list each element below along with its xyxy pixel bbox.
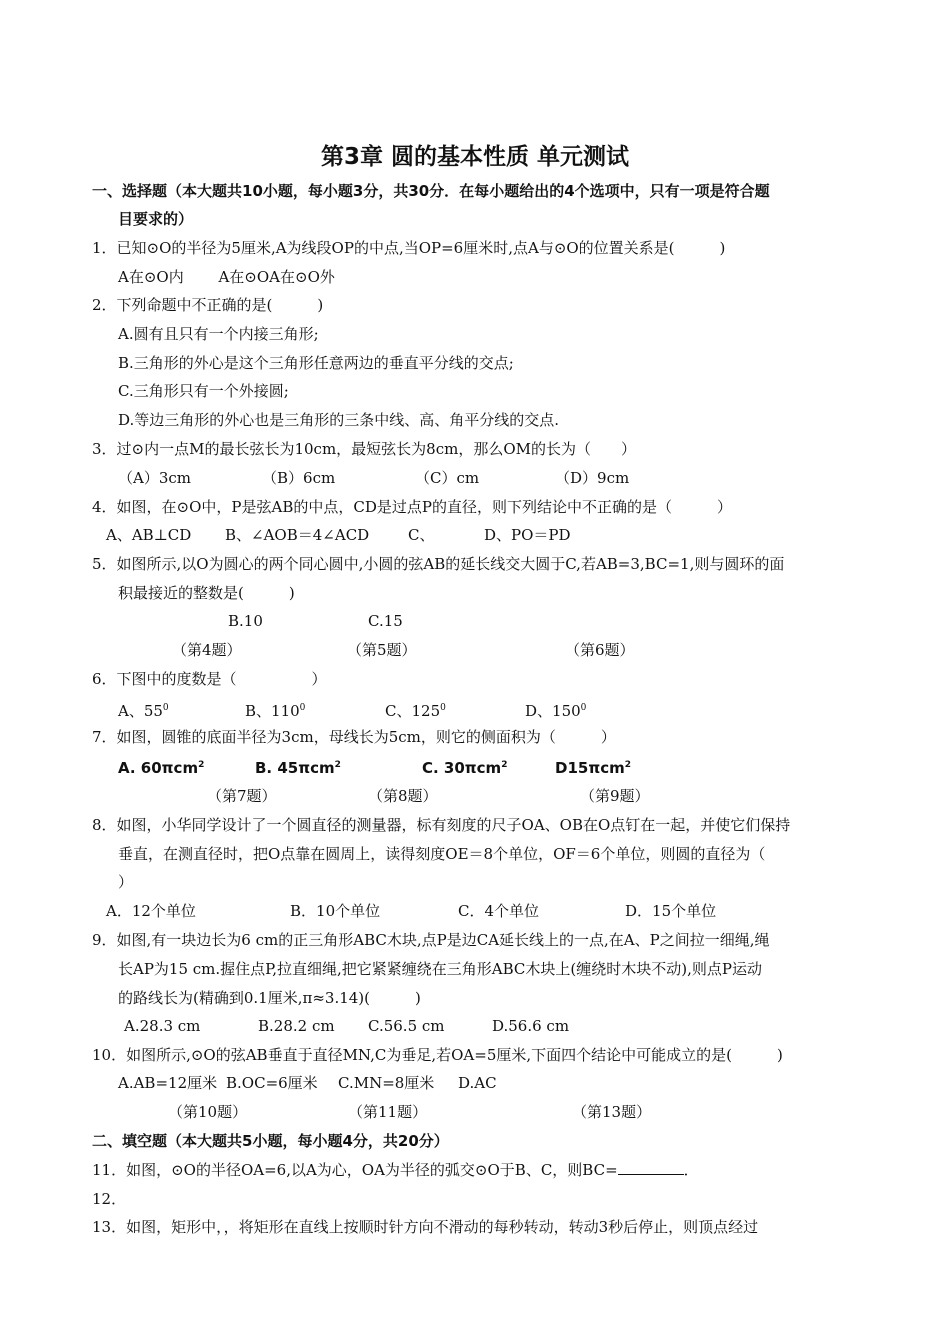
page-title: 第3章 圆的基本性质 单元测试 bbox=[320, 144, 630, 170]
figure-caption-4: （第4题） bbox=[172, 641, 242, 659]
question-9-cont: 长AP为15 cm.握住点P,拉直细绳,把它紧紧缠绕在三角形ABC木块上(缠绕时木块不动),则点P运动 bbox=[118, 960, 762, 978]
question-3-option-a: （A）3cm bbox=[118, 469, 192, 487]
question-7-option-a bbox=[118, 755, 204, 778]
question-9-cont-2: 的路线长为(精确到0.1厘米,π≈3.14)( ) bbox=[118, 989, 421, 1007]
question-6-option-a-text: A、55 bbox=[118, 702, 163, 720]
square-superscript: 2 bbox=[501, 760, 508, 770]
question-13: 13．如图，矩形中，，将矩形在直线上按顺时针方向不滑动的每秒转动，转动3秒后停止，则顶点经过 bbox=[92, 1218, 759, 1236]
question-2: 2．下列命题中不正确的是( ) bbox=[92, 296, 324, 314]
section-heading-choice: 一、选择题（本大题共10小题，每小题3分，共30分．在每小题给出的4个选项中，只有一项是符合题 bbox=[92, 182, 770, 200]
question-7-option-c bbox=[422, 755, 507, 778]
question-10-option-a: A.AB=12厘米 bbox=[118, 1074, 218, 1092]
question-11 bbox=[92, 1160, 699, 1180]
question-8: 8．如图，小华同学设计了一个圆直径的测量器，标有刻度的尺子OA、OB在O点钉在一起，并使它们保持 bbox=[92, 816, 791, 834]
question-8-option-a: A．12个单位 bbox=[106, 902, 196, 920]
question-7-option-d bbox=[555, 755, 631, 778]
question-4-option-d: D、PO＝PD bbox=[484, 526, 571, 544]
question-9-option-d: D.56.6 cm bbox=[492, 1017, 570, 1035]
question-2-option-a: A.圆有且只有一个内接三角形; bbox=[118, 325, 319, 343]
question-5-option-b: B.10 bbox=[228, 612, 263, 630]
section-heading-choice-cont: 目要求的） bbox=[118, 210, 194, 228]
question-3-option-b: （B）6cm bbox=[262, 469, 336, 487]
question-5: 5．如图所示,以O为圆心的两个同心圆中,小圆的弦AB的延长线交大圆于C,若AB=3,BC=1,则与圆环的面 bbox=[92, 555, 785, 573]
question-7-option-d-text: D15πcm bbox=[555, 759, 625, 777]
question-3: 3．过⊙内一点M的最长弦长为10cm，最短弦长为8cm，那么OM的长为（ ） bbox=[92, 440, 637, 458]
question-3-option-c: （C）cm bbox=[415, 469, 480, 487]
question-5-cont: 积最接近的整数是( ) bbox=[118, 584, 295, 602]
square-superscript: 2 bbox=[334, 760, 341, 770]
question-10-option-b: B.OC=6厘米 bbox=[226, 1074, 318, 1092]
degree-superscript: 0 bbox=[299, 703, 306, 713]
question-6-option-d bbox=[525, 698, 586, 721]
question-2-option-b: B.三角形的外心是这个三角形任意两边的垂直平分线的交点; bbox=[118, 354, 514, 372]
question-10-option-c: C.MN=8厘米 bbox=[338, 1074, 435, 1092]
question-4: 4．如图，在⊙O中，P是弦AB的中点，CD是过点P的直径，则下列结论中不正确的是（ ） bbox=[92, 498, 732, 516]
degree-superscript: 0 bbox=[440, 703, 446, 713]
square-superscript: 2 bbox=[198, 760, 205, 770]
figure-caption-8: （第8题） bbox=[368, 787, 438, 805]
question-6-option-b bbox=[245, 698, 305, 721]
question-9-option-a: A.28.3 cm bbox=[124, 1017, 201, 1035]
question-4-option-b: B、∠AOB＝4∠ACD bbox=[225, 526, 370, 544]
question-7-option-b bbox=[255, 755, 341, 778]
question-7-option-c-text: C. 30πcm bbox=[422, 759, 502, 777]
question-6-option-b-text: B、110 bbox=[245, 702, 300, 720]
degree-superscript: 0 bbox=[162, 703, 169, 713]
question-11-end: ． bbox=[683, 1161, 699, 1179]
question-6-option-c bbox=[385, 698, 446, 721]
question-9-option-b: B.28.2 cm bbox=[258, 1017, 335, 1035]
question-2-option-c: C.三角形只有一个外接圆; bbox=[118, 382, 289, 400]
figure-caption-9: （第9题） bbox=[580, 787, 650, 805]
question-9-option-c: C.56.5 cm bbox=[368, 1017, 445, 1035]
answer-blank bbox=[618, 1160, 684, 1175]
question-1-options: A在⊙O内 A在⊙OA在⊙O外 bbox=[118, 268, 335, 286]
question-10-option-d: D.AC bbox=[458, 1074, 497, 1092]
question-6-option-a bbox=[118, 698, 169, 721]
question-6-option-c-text: C、125 bbox=[385, 702, 441, 720]
degree-superscript: 0 bbox=[580, 703, 587, 713]
question-11-text: 11．如图，⊙O的半径OA=6,以A为心，OA为半径的弧交⊙O于B、C，则BC= bbox=[92, 1161, 618, 1179]
question-8-option-d: D．15个单位 bbox=[625, 902, 717, 920]
question-5-option-c: C.15 bbox=[368, 612, 403, 630]
question-2-option-d: D.等边三角形的外心也是三角形的三条中线、高、角平分线的交点. bbox=[118, 411, 560, 429]
question-4-option-a: A、AB⊥CD bbox=[106, 526, 192, 544]
figure-caption-13: （第13题） bbox=[572, 1103, 652, 1121]
section-heading-fill: 二、填空题（本大题共5小题，每小题4分，共20分） bbox=[92, 1132, 449, 1150]
figure-caption-7: （第7题） bbox=[207, 787, 277, 805]
question-7: 7．如图，圆锥的底面半径为3cm，母线长为5cm，则它的侧面积为（ ） bbox=[92, 728, 616, 746]
question-4-option-c: C、 bbox=[408, 526, 435, 544]
question-6: 6．下图中的度数是（ ） bbox=[92, 670, 327, 688]
figure-caption-5: （第5题） bbox=[347, 641, 417, 659]
square-superscript: 2 bbox=[624, 760, 631, 770]
question-6-option-d-text: D、150 bbox=[525, 702, 581, 720]
question-10: 10．如图所示,⊙O的弦AB垂直于直径MN,C为垂足,若OA=5厘米,下面四个结论中可能成立的是( ) bbox=[92, 1046, 783, 1064]
question-12: 12． bbox=[92, 1190, 127, 1208]
figure-caption-11: （第11题） bbox=[348, 1103, 428, 1121]
figure-caption-10: （第10题） bbox=[168, 1103, 248, 1121]
question-7-option-b-text: B. 45πcm bbox=[255, 759, 335, 777]
figure-caption-6: （第6题） bbox=[565, 641, 635, 659]
question-9: 9．如图,有一块边长为6 cm的正三角形ABC木块,点P是边CA延长线上的一点,在A、P之间拉一细绳,绳 bbox=[92, 931, 770, 949]
question-8-cont-2: ） bbox=[118, 873, 134, 891]
question-8-option-b: B．10个单位 bbox=[290, 902, 381, 920]
question-1: 1．已知⊙O的半径为5厘米,A为线段OP的中点,当OP=6厘米时,点A与⊙O的位置关系是( ) bbox=[92, 239, 726, 257]
question-8-option-c: C．4个单位 bbox=[458, 902, 540, 920]
question-3-option-d: （D）9cm bbox=[555, 469, 630, 487]
question-7-option-a-text: A. 60πcm bbox=[118, 759, 199, 777]
question-8-cont: 垂直，在测直径时，把O点靠在圆周上，读得刻度OE＝8个单位，OF＝6个单位，则圆的直径为（ bbox=[118, 845, 766, 863]
